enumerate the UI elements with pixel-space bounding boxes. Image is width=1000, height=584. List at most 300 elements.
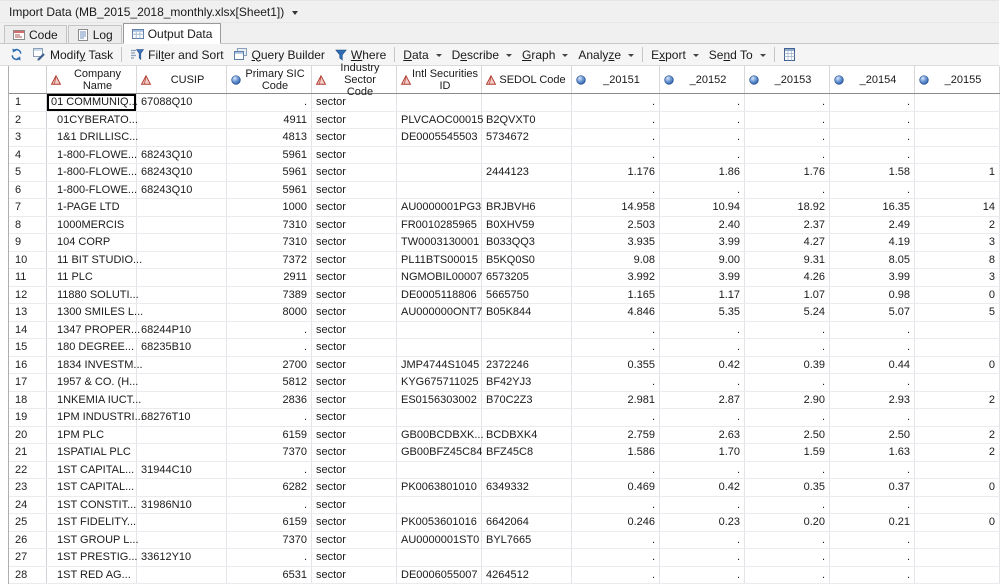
cell-cusip[interactable] xyxy=(137,129,227,146)
column-header-industry_sector_code[interactable] xyxy=(312,66,397,93)
cell-intl_securities_id[interactable] xyxy=(397,182,482,199)
cell-_20153[interactable]: 4.26 xyxy=(745,269,830,286)
cell-primary_sic_code[interactable]: 2700 xyxy=(227,357,312,374)
cell-_20155[interactable] xyxy=(915,549,1000,566)
cell-cusip[interactable] xyxy=(137,252,227,269)
cell-_20152[interactable]: 3.99 xyxy=(660,269,745,286)
cell-cusip[interactable]: 33612Y10 xyxy=(137,549,227,566)
column-header-company_name[interactable] xyxy=(47,66,137,93)
cell-sedol_code[interactable]: B70C2Z3 xyxy=(482,392,572,409)
cell-_20152[interactable]: 10.94 xyxy=(660,199,745,216)
cell-_20155[interactable] xyxy=(915,374,1000,391)
cell-_20151[interactable]: . xyxy=(572,147,660,164)
cell-_20151[interactable]: 0.469 xyxy=(572,479,660,496)
cell-_20154[interactable]: . xyxy=(830,549,915,566)
row-number[interactable]: 19 xyxy=(9,409,47,426)
cell-sedol_code[interactable]: 6642064 xyxy=(482,514,572,531)
row-number[interactable]: 16 xyxy=(9,357,47,374)
cell-sedol_code[interactable] xyxy=(482,497,572,514)
describe-menu-button[interactable] xyxy=(447,47,517,63)
cell-primary_sic_code[interactable]: 6282 xyxy=(227,479,312,496)
cell-intl_securities_id[interactable]: JMP4744S1045 xyxy=(397,357,482,374)
row-number[interactable]: 27 xyxy=(9,549,47,566)
column-header-primary_sic_code[interactable] xyxy=(227,66,312,93)
cell-cusip[interactable] xyxy=(137,287,227,304)
cell-primary_sic_code[interactable]: . xyxy=(227,497,312,514)
cell-company_name[interactable]: 180 DEGREE... xyxy=(47,339,137,356)
cell-cusip[interactable] xyxy=(137,199,227,216)
column-header-_20155[interactable] xyxy=(915,66,1000,93)
cell-sedol_code[interactable]: B05K844 xyxy=(482,304,572,321)
cell-_20153[interactable]: 9.31 xyxy=(745,252,830,269)
cell-_20154[interactable]: . xyxy=(830,532,915,549)
cell-_20152[interactable]: . xyxy=(660,409,745,426)
cell-primary_sic_code[interactable]: 2911 xyxy=(227,269,312,286)
cell-intl_securities_id[interactable] xyxy=(397,339,482,356)
cell-intl_securities_id[interactable]: DE0005118806 xyxy=(397,287,482,304)
cell-_20151[interactable]: 3.992 xyxy=(572,269,660,286)
cell-sedol_code[interactable]: BRJBVH6 xyxy=(482,199,572,216)
cell-_20154[interactable]: 0.44 xyxy=(830,357,915,374)
cell-cusip[interactable]: 68243Q10 xyxy=(137,182,227,199)
cell-primary_sic_code[interactable]: 5812 xyxy=(227,374,312,391)
cell-primary_sic_code[interactable]: 6531 xyxy=(227,567,312,584)
cell-industry_sector_code[interactable]: sector xyxy=(312,567,397,584)
cell-_20155[interactable]: 2 xyxy=(915,444,1000,461)
cell-_20155[interactable] xyxy=(915,94,1000,111)
title-dropdown-icon[interactable] xyxy=(292,11,298,15)
cell-_20153[interactable]: . xyxy=(745,549,830,566)
cell-intl_securities_id[interactable]: PK0053601016 xyxy=(397,514,482,531)
cell-_20152[interactable]: . xyxy=(660,462,745,479)
cell-cusip[interactable] xyxy=(137,427,227,444)
cell-_20154[interactable]: 2.49 xyxy=(830,217,915,234)
cell-_20154[interactable]: 16.35 xyxy=(830,199,915,216)
cell-company_name[interactable]: 1347 PROPER... xyxy=(47,322,137,339)
cell-industry_sector_code[interactable]: sector xyxy=(312,234,397,251)
cell-primary_sic_code[interactable]: . xyxy=(227,339,312,356)
cell-intl_securities_id[interactable]: FR0010285965 xyxy=(397,217,482,234)
cell-primary_sic_code[interactable]: 5961 xyxy=(227,147,312,164)
cell-primary_sic_code[interactable]: 6159 xyxy=(227,514,312,531)
cell-industry_sector_code[interactable]: sector xyxy=(312,287,397,304)
cell-company_name[interactable]: 1ST CONSTIT... xyxy=(47,497,137,514)
cell-industry_sector_code[interactable]: sector xyxy=(312,112,397,129)
cell-primary_sic_code[interactable]: 4813 xyxy=(227,129,312,146)
cell-_20152[interactable]: 5.35 xyxy=(660,304,745,321)
cell-_20154[interactable]: 8.05 xyxy=(830,252,915,269)
cell-company_name[interactable]: 1ST CAPITAL... xyxy=(47,462,137,479)
column-header-intl_securities_id[interactable] xyxy=(397,66,482,93)
cell-_20153[interactable]: . xyxy=(745,567,830,584)
cell-_20151[interactable]: 4.846 xyxy=(572,304,660,321)
data-grid-view-button[interactable] xyxy=(778,47,801,62)
cell-_20151[interactable]: . xyxy=(572,322,660,339)
cell-company_name[interactable]: 1957 & CO. (H... xyxy=(47,374,137,391)
cell-intl_securities_id[interactable] xyxy=(397,94,482,111)
cell-company_name[interactable]: 11 BIT STUDIO... xyxy=(47,252,137,269)
cell-sedol_code[interactable] xyxy=(482,147,572,164)
cell-cusip[interactable]: 31944C10 xyxy=(137,462,227,479)
cell-sedol_code[interactable]: 4264512 xyxy=(482,567,572,584)
cell-_20155[interactable]: 0 xyxy=(915,287,1000,304)
cell-_20154[interactable]: 0.37 xyxy=(830,479,915,496)
cell-_20152[interactable]: 2.63 xyxy=(660,427,745,444)
row-number[interactable]: 18 xyxy=(9,392,47,409)
cell-intl_securities_id[interactable] xyxy=(397,322,482,339)
cell-industry_sector_code[interactable]: sector xyxy=(312,427,397,444)
cell-primary_sic_code[interactable]: 5961 xyxy=(227,164,312,181)
cell-cusip[interactable]: 68235B10 xyxy=(137,339,227,356)
cell-primary_sic_code[interactable]: 1000 xyxy=(227,199,312,216)
tab-code[interactable] xyxy=(4,25,67,43)
cell-company_name[interactable]: 1PM PLC xyxy=(47,427,137,444)
cell-_20151[interactable]: . xyxy=(572,549,660,566)
cell-intl_securities_id[interactable]: NGMOBIL00007 xyxy=(397,269,482,286)
cell-_20155[interactable] xyxy=(915,147,1000,164)
cell-_20154[interactable]: . xyxy=(830,374,915,391)
cell-_20151[interactable]: . xyxy=(572,409,660,426)
cell-company_name[interactable]: 1ST RED AG... xyxy=(47,567,137,584)
cell-intl_securities_id[interactable] xyxy=(397,147,482,164)
cell-_20154[interactable]: . xyxy=(830,147,915,164)
data-menu-button[interactable] xyxy=(398,47,446,63)
cell-industry_sector_code[interactable]: sector xyxy=(312,479,397,496)
cell-_20152[interactable]: 2.40 xyxy=(660,217,745,234)
cell-primary_sic_code[interactable]: 7370 xyxy=(227,532,312,549)
cell-industry_sector_code[interactable]: sector xyxy=(312,269,397,286)
cell-sedol_code[interactable] xyxy=(482,94,572,111)
cell-_20152[interactable]: . xyxy=(660,374,745,391)
cell-_20152[interactable]: . xyxy=(660,147,745,164)
cell-primary_sic_code[interactable]: 7389 xyxy=(227,287,312,304)
cell-cusip[interactable]: 67088Q10 xyxy=(137,94,227,111)
cell-intl_securities_id[interactable]: KYG675711025 xyxy=(397,374,482,391)
cell-sedol_code[interactable]: BF42YJ3 xyxy=(482,374,572,391)
cell-_20154[interactable]: . xyxy=(830,182,915,199)
where-button[interactable] xyxy=(330,47,391,63)
row-number[interactable]: 21 xyxy=(9,444,47,461)
cell-primary_sic_code[interactable]: 7310 xyxy=(227,234,312,251)
cell-industry_sector_code[interactable]: sector xyxy=(312,252,397,269)
cell-_20155[interactable]: 14 xyxy=(915,199,1000,216)
cell-company_name[interactable]: 1ST FIDELITY... xyxy=(47,514,137,531)
cell-_20151[interactable]: 3.935 xyxy=(572,234,660,251)
cell-_20153[interactable]: 0.39 xyxy=(745,357,830,374)
cell-sedol_code[interactable]: BYL7665 xyxy=(482,532,572,549)
cell-intl_securities_id[interactable]: GB00BCDBXK... xyxy=(397,427,482,444)
cell-_20151[interactable]: 14.958 xyxy=(572,199,660,216)
cell-_20153[interactable]: 2.37 xyxy=(745,217,830,234)
cell-_20151[interactable]: . xyxy=(572,182,660,199)
cell-intl_securities_id[interactable] xyxy=(397,409,482,426)
tab-output-data[interactable] xyxy=(123,23,222,44)
cell-_20153[interactable]: 1.07 xyxy=(745,287,830,304)
filter-and-sort-button[interactable] xyxy=(125,47,228,63)
row-number[interactable]: 20 xyxy=(9,427,47,444)
cell-industry_sector_code[interactable]: sector xyxy=(312,164,397,181)
cell-_20154[interactable]: . xyxy=(830,497,915,514)
row-number[interactable]: 13 xyxy=(9,304,47,321)
cell-_20155[interactable] xyxy=(915,129,1000,146)
cell-_20153[interactable]: 2.90 xyxy=(745,392,830,409)
cell-_20153[interactable]: . xyxy=(745,112,830,129)
cell-cusip[interactable]: 68276T10 xyxy=(137,409,227,426)
cell-_20152[interactable]: . xyxy=(660,322,745,339)
cell-cusip[interactable] xyxy=(137,112,227,129)
cell-industry_sector_code[interactable]: sector xyxy=(312,374,397,391)
cell-industry_sector_code[interactable]: sector xyxy=(312,199,397,216)
cell-_20153[interactable]: . xyxy=(745,409,830,426)
cell-industry_sector_code[interactable]: sector xyxy=(312,357,397,374)
cell-primary_sic_code[interactable]: 7372 xyxy=(227,252,312,269)
cell-company_name[interactable]: 1NKEMIA IUCT... xyxy=(47,392,137,409)
tab-log[interactable] xyxy=(68,25,122,43)
cell-_20155[interactable] xyxy=(915,112,1000,129)
cell-_20152[interactable]: . xyxy=(660,182,745,199)
cell-_20152[interactable]: . xyxy=(660,112,745,129)
cell-sedol_code[interactable] xyxy=(482,339,572,356)
cell-_20151[interactable]: . xyxy=(572,94,660,111)
cell-_20151[interactable]: . xyxy=(572,532,660,549)
cell-sedol_code[interactable]: 6349332 xyxy=(482,479,572,496)
cell-intl_securities_id[interactable] xyxy=(397,462,482,479)
column-header-_20151[interactable] xyxy=(572,66,660,93)
cell-_20155[interactable] xyxy=(915,462,1000,479)
row-number[interactable]: 4 xyxy=(9,147,47,164)
cell-industry_sector_code[interactable]: sector xyxy=(312,339,397,356)
cell-_20155[interactable] xyxy=(915,182,1000,199)
cell-industry_sector_code[interactable]: sector xyxy=(312,409,397,426)
cell-cusip[interactable]: 68243Q10 xyxy=(137,164,227,181)
cell-_20155[interactable] xyxy=(915,339,1000,356)
cell-_20155[interactable] xyxy=(915,567,1000,584)
cell-_20152[interactable]: . xyxy=(660,94,745,111)
cell-intl_securities_id[interactable]: DE0006055007 xyxy=(397,567,482,584)
cell-industry_sector_code[interactable]: sector xyxy=(312,514,397,531)
cell-sedol_code[interactable]: BFZ45C8 xyxy=(482,444,572,461)
cell-primary_sic_code[interactable]: 6159 xyxy=(227,427,312,444)
cell-_20152[interactable]: . xyxy=(660,549,745,566)
cell-_20155[interactable]: 1 xyxy=(915,164,1000,181)
cell-_20155[interactable]: 3 xyxy=(915,269,1000,286)
cell-_20155[interactable] xyxy=(915,497,1000,514)
row-number[interactable]: 8 xyxy=(9,217,47,234)
column-header-_20153[interactable] xyxy=(745,66,830,93)
cell-sedol_code[interactable] xyxy=(482,409,572,426)
cell-primary_sic_code[interactable]: 2836 xyxy=(227,392,312,409)
cell-_20153[interactable]: . xyxy=(745,339,830,356)
cell-cusip[interactable] xyxy=(137,374,227,391)
cell-industry_sector_code[interactable]: sector xyxy=(312,549,397,566)
cell-_20154[interactable]: . xyxy=(830,409,915,426)
cell-industry_sector_code[interactable]: sector xyxy=(312,147,397,164)
cell-_20151[interactable]: . xyxy=(572,462,660,479)
cell-_20151[interactable]: . xyxy=(572,339,660,356)
cell-_20153[interactable]: 4.27 xyxy=(745,234,830,251)
cell-_20152[interactable]: . xyxy=(660,129,745,146)
cell-_20155[interactable] xyxy=(915,409,1000,426)
cell-company_name[interactable]: 1ST PRESTIG... xyxy=(47,549,137,566)
cell-sedol_code[interactable] xyxy=(482,462,572,479)
modify-task-button[interactable] xyxy=(28,47,118,63)
cell-intl_securities_id[interactable]: TW0003130001 xyxy=(397,234,482,251)
send-to-menu-button[interactable] xyxy=(704,47,771,63)
cell-primary_sic_code[interactable]: 8000 xyxy=(227,304,312,321)
cell-intl_securities_id[interactable]: PL11BTS00015 xyxy=(397,252,482,269)
cell-_20155[interactable]: 0 xyxy=(915,357,1000,374)
cell-_20151[interactable]: . xyxy=(572,567,660,584)
export-menu-button[interactable] xyxy=(646,47,704,63)
cell-sedol_code[interactable]: 6573205 xyxy=(482,269,572,286)
cell-_20154[interactable]: . xyxy=(830,112,915,129)
cell-cusip[interactable] xyxy=(137,217,227,234)
column-header-_20152[interactable] xyxy=(660,66,745,93)
row-number[interactable]: 25 xyxy=(9,514,47,531)
cell-cusip[interactable] xyxy=(137,234,227,251)
cell-industry_sector_code[interactable]: sector xyxy=(312,129,397,146)
refresh-button[interactable] xyxy=(5,47,28,62)
cell-industry_sector_code[interactable]: sector xyxy=(312,392,397,409)
cell-sedol_code[interactable] xyxy=(482,322,572,339)
cell-_20152[interactable]: 3.99 xyxy=(660,234,745,251)
cell-_20151[interactable]: 2.981 xyxy=(572,392,660,409)
row-number[interactable]: 2 xyxy=(9,112,47,129)
cell-_20152[interactable]: . xyxy=(660,339,745,356)
cell-_20153[interactable]: 5.24 xyxy=(745,304,830,321)
cell-industry_sector_code[interactable]: sector xyxy=(312,444,397,461)
cell-intl_securities_id[interactable]: AU0000001PG3 xyxy=(397,199,482,216)
cell-_20154[interactable]: 2.93 xyxy=(830,392,915,409)
cell-intl_securities_id[interactable] xyxy=(397,549,482,566)
row-number[interactable]: 3 xyxy=(9,129,47,146)
cell-cusip[interactable]: 31986N10 xyxy=(137,497,227,514)
cell-sedol_code[interactable]: B0XHV59 xyxy=(482,217,572,234)
cell-_20151[interactable]: 2.759 xyxy=(572,427,660,444)
cell-_20152[interactable]: . xyxy=(660,532,745,549)
row-number[interactable]: 1 xyxy=(9,94,47,111)
row-number[interactable]: 17 xyxy=(9,374,47,391)
cell-_20154[interactable]: 1.58 xyxy=(830,164,915,181)
cell-_20155[interactable] xyxy=(915,532,1000,549)
cell-primary_sic_code[interactable]: . xyxy=(227,409,312,426)
cell-cusip[interactable] xyxy=(137,392,227,409)
cell-_20153[interactable]: 2.50 xyxy=(745,427,830,444)
cell-_20151[interactable]: 1.165 xyxy=(572,287,660,304)
cell-sedol_code[interactable]: B033QQ3 xyxy=(482,234,572,251)
cell-intl_securities_id[interactable]: PLVCAOC00015 xyxy=(397,112,482,129)
cell-industry_sector_code[interactable]: sector xyxy=(312,217,397,234)
cell-sedol_code[interactable]: B2QVXT0 xyxy=(482,112,572,129)
cell-sedol_code[interactable]: B5KQ0S0 xyxy=(482,252,572,269)
row-number[interactable]: 22 xyxy=(9,462,47,479)
cell-sedol_code[interactable]: BCDBXK4 xyxy=(482,427,572,444)
cell-_20155[interactable] xyxy=(915,322,1000,339)
cell-_20154[interactable]: 1.63 xyxy=(830,444,915,461)
cell-intl_securities_id[interactable]: GB00BFZ45C84 xyxy=(397,444,482,461)
cell-intl_securities_id[interactable]: AU0000001ST0 xyxy=(397,532,482,549)
cell-sedol_code[interactable] xyxy=(482,182,572,199)
cell-company_name[interactable]: 1834 INVESTM... xyxy=(47,357,137,374)
graph-menu-button[interactable] xyxy=(517,47,573,63)
cell-company_name[interactable]: 01CYBERATO... xyxy=(47,112,137,129)
cell-intl_securities_id[interactable] xyxy=(397,164,482,181)
cell-_20152[interactable]: 1.70 xyxy=(660,444,745,461)
cell-primary_sic_code[interactable]: . xyxy=(227,94,312,111)
cell-_20155[interactable]: 2 xyxy=(915,392,1000,409)
cell-company_name[interactable]: 1-800-FLOWE... xyxy=(47,164,137,181)
cell-_20155[interactable]: 3 xyxy=(915,234,1000,251)
cell-_20151[interactable]: 1.176 xyxy=(572,164,660,181)
cell-industry_sector_code[interactable]: sector xyxy=(312,322,397,339)
row-number[interactable]: 26 xyxy=(9,532,47,549)
cell-_20153[interactable]: 0.35 xyxy=(745,479,830,496)
analyze-menu-button[interactable] xyxy=(573,47,639,63)
cell-_20153[interactable]: 0.20 xyxy=(745,514,830,531)
cell-company_name[interactable]: 104 CORP xyxy=(47,234,137,251)
cell-company_name[interactable]: 1000MERCIS xyxy=(47,217,137,234)
cell-_20155[interactable]: 5 xyxy=(915,304,1000,321)
cell-sedol_code[interactable]: 5665750 xyxy=(482,287,572,304)
cell-_20155[interactable]: 2 xyxy=(915,217,1000,234)
cell-_20152[interactable]: 1.86 xyxy=(660,164,745,181)
cell-_20155[interactable]: 2 xyxy=(915,427,1000,444)
cell-primary_sic_code[interactable]: 7310 xyxy=(227,217,312,234)
cell-_20154[interactable]: 5.07 xyxy=(830,304,915,321)
cell-cusip[interactable]: 68244P10 xyxy=(137,322,227,339)
cell-_20151[interactable]: 2.503 xyxy=(572,217,660,234)
cell-company_name[interactable]: 1SPATIAL PLC xyxy=(47,444,137,461)
cell-cusip[interactable] xyxy=(137,304,227,321)
row-number[interactable]: 12 xyxy=(9,287,47,304)
cell-_20154[interactable]: . xyxy=(830,129,915,146)
cell-_20151[interactable]: 0.355 xyxy=(572,357,660,374)
cell-industry_sector_code[interactable]: sector xyxy=(312,94,397,111)
cell-_20154[interactable]: . xyxy=(830,567,915,584)
cell-_20154[interactable]: . xyxy=(830,322,915,339)
cell-_20151[interactable]: 0.246 xyxy=(572,514,660,531)
cell-primary_sic_code[interactable]: . xyxy=(227,462,312,479)
cell-_20152[interactable]: . xyxy=(660,497,745,514)
cell-intl_securities_id[interactable]: AU000000ONT7 xyxy=(397,304,482,321)
cell-_20154[interactable]: 0.98 xyxy=(830,287,915,304)
cell-_20153[interactable]: . xyxy=(745,94,830,111)
cell-_20152[interactable]: 0.42 xyxy=(660,479,745,496)
row-number[interactable]: 23 xyxy=(9,479,47,496)
cell-cusip[interactable] xyxy=(137,444,227,461)
cell-cusip[interactable] xyxy=(137,532,227,549)
cell-_20153[interactable]: . xyxy=(745,147,830,164)
row-number[interactable]: 9 xyxy=(9,234,47,251)
cell-industry_sector_code[interactable]: sector xyxy=(312,532,397,549)
cell-_20151[interactable]: . xyxy=(572,112,660,129)
cell-_20155[interactable]: 0 xyxy=(915,514,1000,531)
cell-intl_securities_id[interactable]: DE0005545503 xyxy=(397,129,482,146)
cell-_20155[interactable]: 0 xyxy=(915,479,1000,496)
cell-company_name[interactable]: 1-800-FLOWE... xyxy=(47,147,137,164)
cell-_20154[interactable]: . xyxy=(830,339,915,356)
cell-_20152[interactable]: 0.23 xyxy=(660,514,745,531)
query-builder-button[interactable] xyxy=(229,47,330,63)
row-number[interactable]: 24 xyxy=(9,497,47,514)
cell-_20152[interactable]: 9.00 xyxy=(660,252,745,269)
cell-company_name[interactable]: 1ST GROUP L... xyxy=(47,532,137,549)
cell-company_name[interactable]: 11880 SOLUTI... xyxy=(47,287,137,304)
cell-_20154[interactable]: 2.50 xyxy=(830,427,915,444)
cell-sedol_code[interactable]: 2372246 xyxy=(482,357,572,374)
cell-_20153[interactable]: 1.76 xyxy=(745,164,830,181)
cell-_20155[interactable]: 8 xyxy=(915,252,1000,269)
